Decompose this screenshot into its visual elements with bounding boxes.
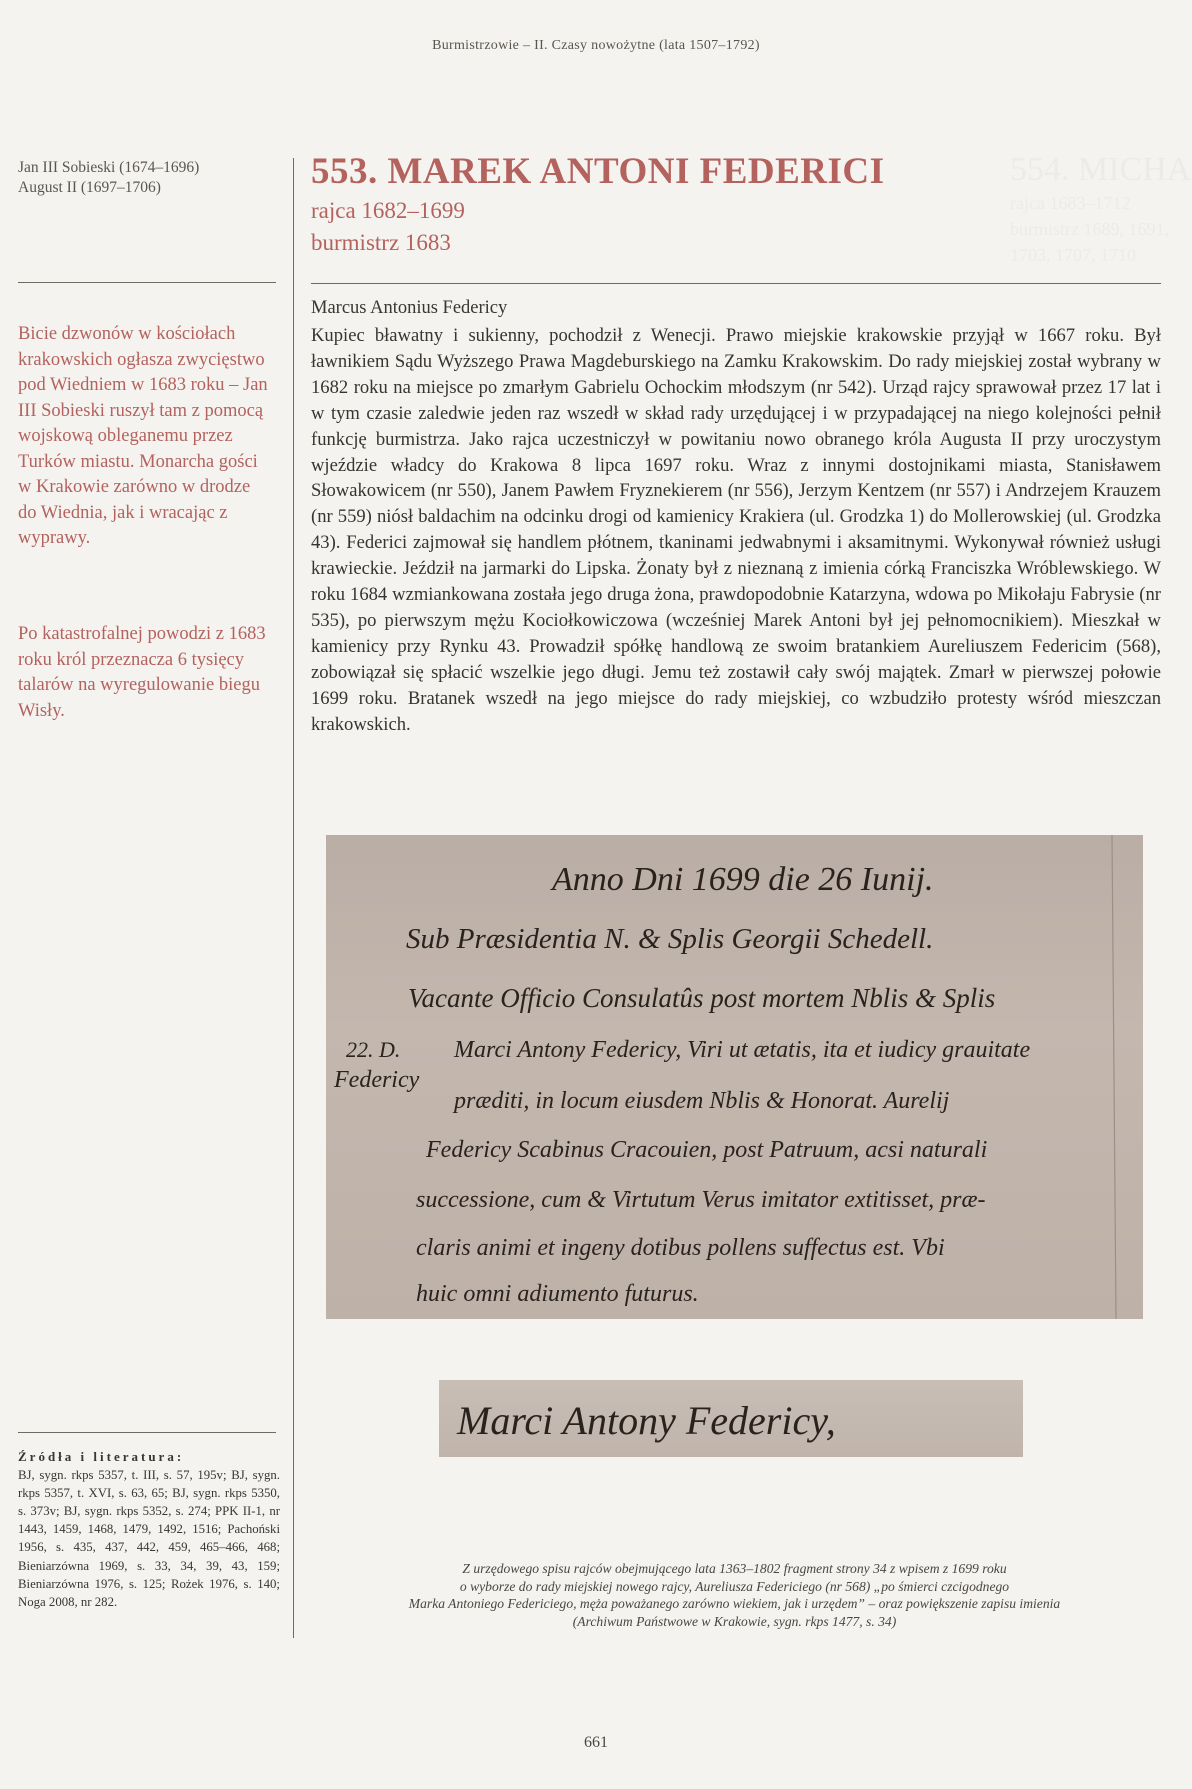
column-divider xyxy=(293,158,294,1638)
running-head: Burmistrzowie – II. Czasy nowożytne (lata 1507–1792) xyxy=(432,38,760,53)
sources-heading: Źródła i literatura: xyxy=(18,1449,185,1464)
entry-title: 553. MAREK ANTONI FEDERICI xyxy=(311,151,885,192)
enlarged-name-image xyxy=(439,1380,1023,1457)
entry-heading xyxy=(311,150,1161,258)
ms-line: Vacante Officio Consulatûs post mortem Nblis & Splis xyxy=(408,983,996,1013)
role-councillor: rajca 1682–1699 xyxy=(311,198,465,223)
enlarged-name: Marci Antony Federicy, xyxy=(457,1398,836,1443)
ms-margin-note: Federicy xyxy=(334,1067,420,1093)
ms-line: huic omni adiumento futurus. xyxy=(416,1281,699,1307)
page-number: 661 xyxy=(584,1734,608,1751)
ms-line: præditi, in locum eiusdem Nblis & Honorat. Aurelij xyxy=(454,1088,950,1114)
ms-line: Sub Præsidentia N. & Splis Georgii Schedell. xyxy=(406,923,934,955)
sources-text: BJ, sygn. rkps 5357, t. III, s. 57, 195v; BJ, sygn. rkps 5357, t. XVI, s. 63, 65; BJ, sygn. rkps 5350, s. 373v; BJ, sygn. rkps 5352, s. 274; PPK II-1, nr 1443, 1459, 1468, 1479, 1492, 1516; Pachoński 1956, s. 435, 437, 442, 459, 465–466, 468; Bieniarzówna 1969, s. 33, 34, 39, 43, 159; Bieniarzówna 1976, s. 125; Rożek 1976, s. 140; Noga 2008, nr 282. xyxy=(18,1468,280,1609)
caption-line: o wyborze do rady miejskiej nowego rajcy, Aureliusza Federiciego (nr 568) „po śmierci czcigodnego xyxy=(459,1578,1010,1594)
role-mayor: burmistrz 1683 xyxy=(311,230,451,255)
caption-line: Marka Antoniego Federiciego, męża poważanego zarówno wiekiem, jak i urzędem” – oraz powiększenie zapisu imienia xyxy=(408,1596,1061,1612)
heading-divider xyxy=(311,283,1161,284)
left-divider xyxy=(18,282,276,283)
reign-list xyxy=(18,158,276,198)
sidenote-flood: Po katastrofalnej powodzi z 1683 roku król przeznacza 6 tysięcy talarów na wyregulowanie biegu Wisły. xyxy=(18,624,266,721)
ms-line: Anno Dni 1699 die 26 Iunij. xyxy=(552,861,934,898)
ghost-line: rajca 1683–1712 xyxy=(1010,193,1131,213)
ms-line: Federicy Scabinus Cracouien, post Patruum, acsi naturali xyxy=(426,1137,988,1163)
ms-line: claris animi et ingeny dotibus pollens suffectus est. Vbi xyxy=(416,1235,945,1261)
manuscript-margin-line xyxy=(1112,835,1116,1319)
manuscript-svg xyxy=(326,835,1143,1319)
reign-line: Jan III Sobieski (1674–1696) xyxy=(18,159,200,176)
ghost-line: 554. MICHA xyxy=(1010,151,1192,188)
manuscript-image xyxy=(326,835,1143,1319)
caption-line: (Archiwum Państwowe w Krakowie, sygn. rkps 1477, s. 34) xyxy=(572,1613,897,1629)
latin-name: Marcus Antonius Federicy xyxy=(311,298,508,318)
reign-line: August II (1697–1706) xyxy=(18,179,161,196)
entry-body-paragraph: Kupiec bławatny i sukienny, pochodził z Wenecji. Prawo miejskie krakowskie przyjął w 1667 roku. Był ławnikiem Sądu Wyższego Prawa Magdeburskiego na Zamku Krakowskim. Do rady miejskiej został wybrany w 1682 roku na miejsce po zmarłym Gabrielu Ochockim młodszym (nr 542). Urząd rajcy sprawował przez 17 lat i w tym czasie zaledwie jeden raz wszedł w skład rady urzędującej i w przypadającej na niego kolejności pełnił funkcję burmistrza. Jako rajca uczestniczył w powitaniu nowo obranego króla Augusta II przy uroczystym wjeździe władcy do Krakowa 8 lipca 1697 roku. Wraz z innymi dostojnikami miasta, Stanisławem Słowakowicem (nr 550), Janem Pawłem Fryznekierem (nr 556), Jerzym Kentzem (nr 557) i Andrzejem Krauzem (nr 559) niósł baldachim na odcinku drogi od kamienicy Krakiera (ul. Grodzka 1) do Mollerowskiej (ul. Grodzka 43). Federici zajmował się handlem płótnem, tkaninami jedwabnymi i aksamitnymi. Wykonywał również usługi krawieckie. Jeździł na jarmarki do Lipska. Żonaty był z nieznaną z imienia córką Franciszka Wróblewskiego. W roku 1684 wzmiankowana została jego druga żona, prawdopodobnie Katarzyna, wdowa po Mikołaju Fabrysie (nr 535), po pierwszym mężu Kociołkowiczowa (wcześniej Marek Antoni był jej pełnomocnikiem). Mieszkał w kamienicy przy Rynku 43. Prowadził spółkę handlową ze swoim bratankiem Aureliuszem Federicim (568), zobowiązał się spłacić wszelkie jego długi. Jemu też zostawił cały swój majątek. Zmarł w pierwszej połowie 1699 roku. Bratanek wszedł na jego miejsce do rady miejskiej, co wzbudziło protesty wśród mieszczan krakowskich. xyxy=(311,325,1161,735)
sources-divider xyxy=(18,1432,276,1433)
ms-line: successione, cum & Virtutum Verus imitator extitisset, præ- xyxy=(416,1187,986,1213)
sidenote-vienna: Bicie dzwonów w kościołach krakowskich ogłasza zwycięstwo pod Wiedniem w 1683 roku – Jan III Sobieski ruszył tam z pomocą wojskową obleganemu przez Turków miastu. Monarcha gości w Krakowie zarówno w drodze do Wiednia, jak i wracając z wyprawy. xyxy=(18,324,268,548)
enlarged-name-svg xyxy=(439,1380,1023,1457)
ghost-line: 1703, 1707, 1710 xyxy=(1010,245,1136,265)
entry-body xyxy=(311,323,1161,738)
figure-caption xyxy=(326,1560,1143,1630)
ghost-line: burmistrz 1689, 1691, xyxy=(1010,219,1169,239)
ms-margin-note: 22. D. xyxy=(346,1037,401,1062)
ms-line: Marci Antony Federicy, Viri ut ætatis, ita et iudicy grauitate xyxy=(454,1037,1031,1063)
sources xyxy=(18,1448,280,1611)
caption-line: Z urzędowego spisu rajców obejmującego lata 1363–1802 fragment strony 34 z wpisem z 1699 roku xyxy=(462,1561,1007,1576)
